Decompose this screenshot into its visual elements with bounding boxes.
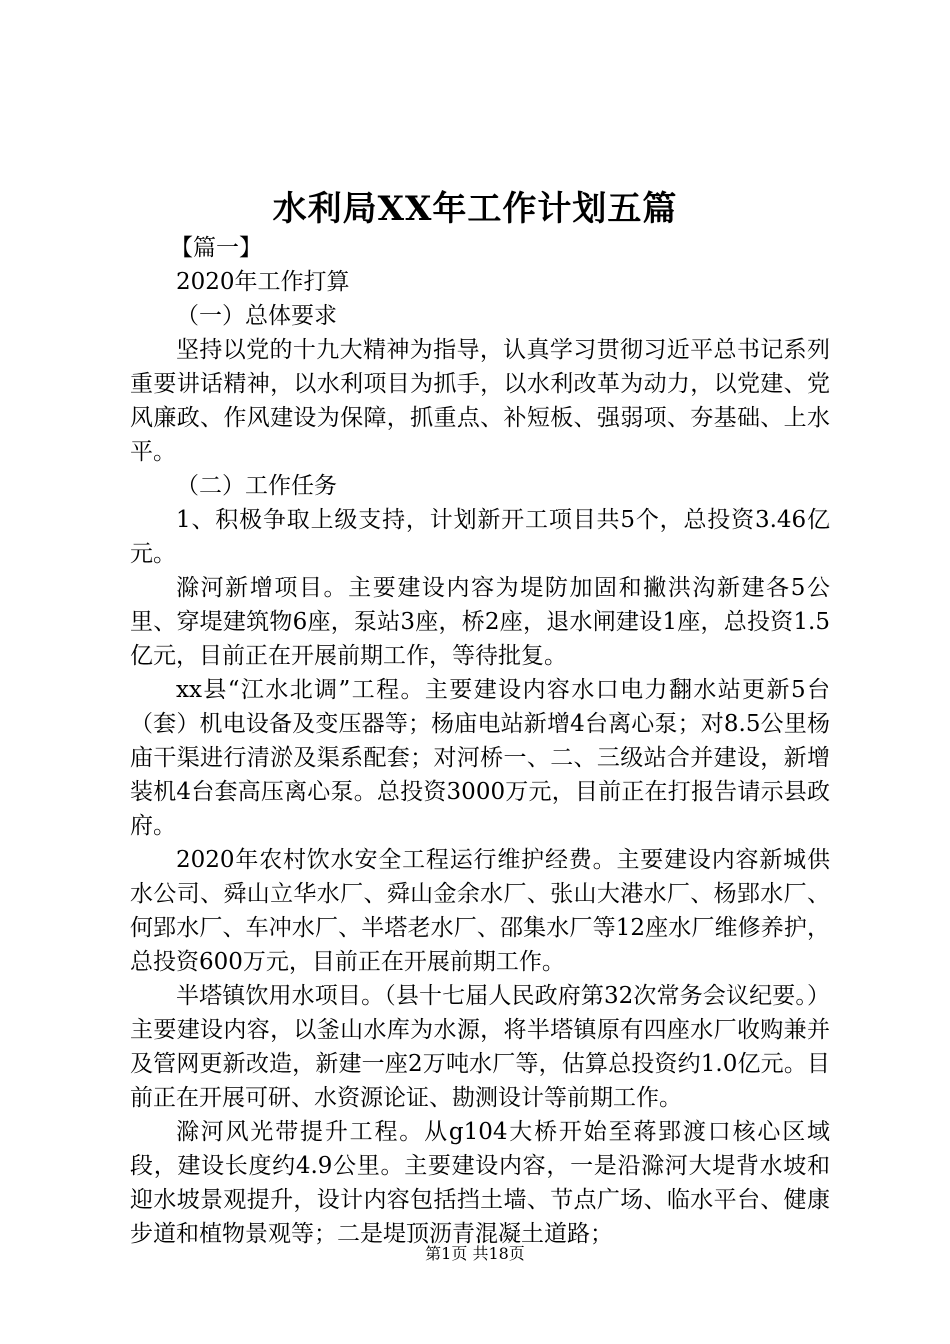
- paragraph-chuhe-scenic-belt: 滁河风光带提升工程。从g104大桥开始至蒋郢渡口核心区域段，建设长度约4.9公里。主要建设内容，一是沿滁河大堤背水坡和迎水坡景观提升，设计内容包括挡土墙、节点广场、临水平台、健康步道和植物景观等；二是堤顶沥青混凝土道路；: [130, 1119, 830, 1247]
- document-body: [130, 231, 830, 1251]
- plan-heading: 2020年工作打算: [176, 269, 350, 295]
- paragraph-chuhe-project: 滁河新增项目。主要建设内容为堤防加固和撇洪沟新建各5公里、穿堤建筑物6座，泵站3座，桥2座，退水闸建设1座，总投资1.5亿元，目前正在开展前期工作，等待批复。: [130, 575, 830, 669]
- section-heading: 【篇一】: [170, 235, 262, 261]
- subheading-work-tasks: （二）工作任务: [176, 473, 337, 499]
- page-footer: 第1页 共18页: [425, 1244, 525, 1263]
- paragraph-water-diversion-project: xx县“江水北调”工程。主要建设内容水口电力翻水站更新5台（套）机电设备及变压器等；杨庙电站新增4台离心泵；对8.5公里杨庙干渠进行清淤及渠系配套；对河桥一、二、三级站合并建设，新增装机4台套高压离心泵。总投资3000万元，目前正在打报告请示县政府。: [130, 677, 830, 839]
- document-title: 水利局XX年工作计划五篇: [272, 189, 678, 229]
- subheading-general-requirements: （一）总体要求: [176, 303, 337, 329]
- paragraph-rural-water-safety: 2020年农村饮水安全工程运行维护经费。主要建设内容新城供水公司、舜山立华水厂、舜山金余水厂、张山大港水厂、杨郢水厂、何郢水厂、车冲水厂、半塔老水厂、邵集水厂等12座水厂维修养护，总投资600万元，目前正在开展前期工作。: [130, 847, 830, 975]
- paragraph-task-1: 1、积极争取上级支持，计划新开工项目共5个，总投资3.46亿元。: [130, 507, 830, 567]
- paragraph-general-requirements: 坚持以党的十九大精神为指导，认真学习贯彻习近平总书记系列重要讲话精神，以水利项目为抓手，以水利改革为动力，以党建、党风廉政、作风建设为保障，抓重点、补短板、强弱项、夯基础、上水平。: [130, 337, 830, 465]
- paragraph-banta-water-project: 半塔镇饮用水项目。（县十七届人民政府第32次常务会议纪要。）主要建设内容，以釜山水库为水源，将半塔镇原有四座水厂收购兼并及管网更新改造，新建一座2万吨水厂等，估算总投资约1.0亿元。目前正在开展可研、水资源论证、勘测设计等前期工作。: [130, 983, 830, 1111]
